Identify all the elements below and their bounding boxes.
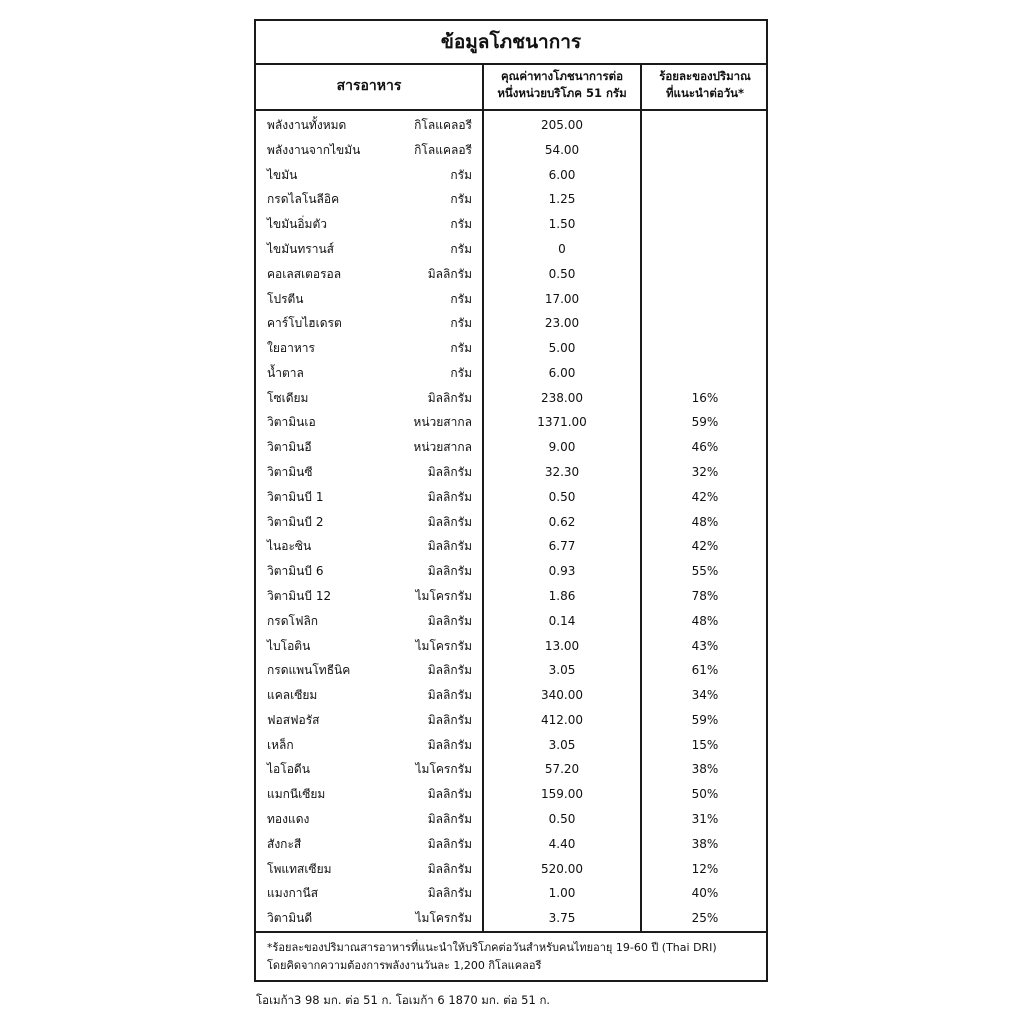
- nutrient-unit: กรัม: [450, 316, 472, 331]
- nutrient-amount: 5.00: [548, 341, 576, 356]
- nutrient-unit: มิลลิกรัม: [427, 737, 472, 752]
- table-row: [256, 113, 766, 137]
- header-amount: [484, 68, 640, 102]
- nutrient-name: แคลเซียม: [267, 688, 318, 703]
- nutrient-unit: ไมโครกรัม: [415, 588, 472, 603]
- table-row: [256, 634, 766, 658]
- nutrient-name: กรดไลโนลีอิค: [267, 192, 340, 207]
- table-row: [256, 410, 766, 434]
- footnote-line2: โดยคิดจากความต้องการพลังงานวันละ 1,200 กิโลแคลอรี: [267, 959, 542, 972]
- table-row: [256, 857, 766, 881]
- nutrient-unit: ไมโครกรัม: [415, 638, 472, 653]
- nutrient-unit: มิลลิกรัม: [427, 688, 472, 703]
- nutrient-amount: 0.50: [548, 812, 576, 827]
- nutrient-percent: 15%: [691, 737, 719, 752]
- nutrient-percent: 59%: [691, 712, 719, 727]
- nutrient-unit: กรัม: [450, 291, 472, 306]
- nutrient-amount: 1.50: [548, 217, 576, 232]
- table-row: [256, 881, 766, 905]
- nutrient-unit: มิลลิกรัม: [427, 514, 472, 529]
- table-row: [256, 361, 766, 385]
- table-row: [256, 386, 766, 410]
- table-row: [256, 510, 766, 534]
- nutrient-name: น้ำตาล: [267, 365, 304, 380]
- nutrient-amount: 205.00: [541, 118, 583, 132]
- nutrient-name: วิตามินบี 1: [267, 489, 324, 504]
- nutrient-unit: กรัม: [450, 241, 472, 256]
- nutrient-percent: 16%: [691, 390, 719, 405]
- table-row: [256, 757, 766, 781]
- table-row: [256, 460, 766, 484]
- table-header: [256, 63, 766, 111]
- nutrient-name: วิตามินอี: [267, 440, 312, 455]
- nutrient-amount: 238.00: [541, 390, 583, 405]
- nutrient-amount: 0.50: [548, 266, 576, 281]
- header-nutrient: สารอาหาร: [336, 78, 402, 94]
- table-row: [256, 534, 766, 558]
- nutrient-amount: 3.05: [548, 663, 576, 678]
- nutrient-amount: 23.00: [544, 316, 580, 331]
- nutrient-rows: [256, 113, 766, 931]
- nutrient-amount: 57.20: [544, 762, 580, 777]
- table-row: [256, 187, 766, 211]
- nutrient-name: ไขมัน: [267, 167, 298, 182]
- table-row: [256, 262, 766, 286]
- header-percent-line2: ที่แนะนำต่อวัน*: [665, 86, 745, 100]
- table-row: [256, 485, 766, 509]
- nutrient-unit: หน่วยสากล: [413, 440, 472, 455]
- nutrient-name: พลังงานทั้งหมด: [267, 118, 347, 132]
- nutrient-percent: 42%: [691, 539, 719, 554]
- table-row: [256, 782, 766, 806]
- nutrient-name: ฟอสฟอรัส: [267, 712, 320, 727]
- nutrient-unit: กรัม: [450, 341, 472, 356]
- nutrient-amount: 1371.00: [537, 415, 587, 430]
- table-row: [256, 311, 766, 335]
- nutrient-unit: ไมโครกรัม: [415, 762, 472, 777]
- header-amount-line1: คุณค่าทางโภชนาการต่อ: [500, 69, 624, 83]
- nutrient-percent: 59%: [691, 415, 719, 430]
- nutrient-name: คอเลสเตอรอล: [267, 266, 342, 281]
- table-row: [256, 287, 766, 311]
- table-row: [256, 336, 766, 360]
- nutrient-amount: 6.00: [548, 365, 576, 380]
- nutrient-name: แมงกานีส: [267, 886, 319, 901]
- nutrient-name: ใยอาหาร: [267, 341, 315, 356]
- nutrient-name: วิตามินบี 12: [267, 588, 332, 603]
- nutrient-percent: 48%: [691, 514, 719, 529]
- table-row: [256, 559, 766, 583]
- nutrient-name: ไขมันทรานส์: [267, 241, 334, 256]
- nutrient-unit: หน่วยสากล: [413, 415, 472, 430]
- nutrient-amount: 0.93: [548, 564, 576, 579]
- nutrient-name: โซเดียม: [267, 390, 309, 405]
- nutrient-percent: 25%: [691, 911, 719, 926]
- nutrient-unit: มิลลิกรัม: [427, 836, 472, 851]
- nutrient-amount: 13.00: [544, 638, 580, 653]
- nutrient-amount: 340.00: [541, 688, 583, 703]
- table-row: [256, 832, 766, 856]
- table-row: [256, 435, 766, 459]
- nutrient-amount: 6.00: [548, 167, 576, 182]
- table-row: [256, 683, 766, 707]
- nutrient-percent: 48%: [691, 613, 719, 628]
- nutrient-name: สังกะสี: [267, 836, 302, 851]
- nutrient-amount: 54.00: [544, 142, 580, 157]
- nutrient-name: โปรตีน: [267, 291, 304, 306]
- table-row: [256, 733, 766, 757]
- table-row: [256, 609, 766, 633]
- nutrient-amount: 1.25: [548, 192, 576, 207]
- table-row: [256, 237, 766, 261]
- nutrient-name: คาร์โบไฮเดรต: [267, 316, 342, 331]
- nutrient-name: ไอโอดีน: [267, 762, 310, 777]
- nutrient-percent: 40%: [691, 886, 719, 901]
- table-row: [256, 584, 766, 608]
- nutrient-amount: 520.00: [541, 861, 583, 876]
- nutrient-amount: 17.00: [544, 291, 580, 306]
- table-row: [256, 163, 766, 187]
- nutrient-unit: กรัม: [450, 167, 472, 182]
- nutrient-percent: 38%: [691, 762, 719, 777]
- header-amount-line2: หนึ่งหน่วยบริโภค 51 กรัม: [497, 86, 627, 100]
- nutrient-unit: มิลลิกรัม: [427, 787, 472, 802]
- nutrient-unit: กรัม: [450, 217, 472, 232]
- nutrient-percent: 61%: [691, 663, 719, 678]
- nutrient-unit: ไมโครกรัม: [415, 911, 472, 926]
- nutrient-name: กรดโฟลิก: [267, 613, 319, 628]
- nutrient-amount: 9.00: [548, 440, 576, 455]
- nutrient-percent: 46%: [691, 440, 719, 455]
- nutrient-amount: 0.50: [548, 489, 576, 504]
- table-row: [256, 708, 766, 732]
- header-percent-line1: ร้อยละของปริมาณ: [659, 69, 751, 83]
- nutrient-unit: มิลลิกรัม: [427, 564, 472, 579]
- nutrient-unit: มิลลิกรัม: [427, 663, 472, 678]
- nutrient-name: ไบโอติน: [267, 638, 311, 653]
- nutrient-percent: 50%: [691, 787, 719, 802]
- nutrient-unit: มิลลิกรัม: [427, 712, 472, 727]
- nutrient-percent: 38%: [691, 836, 719, 851]
- nutrient-percent: 32%: [691, 465, 719, 480]
- nutrient-unit: กรัม: [450, 192, 472, 207]
- nutrient-amount: 32.30: [544, 465, 580, 480]
- nutrient-name: ทองแดง: [267, 812, 310, 827]
- nutrient-name: ไนอะซิน: [267, 539, 312, 554]
- nutrient-unit: มิลลิกรัม: [427, 812, 472, 827]
- nutrient-unit: มิลลิกรัม: [427, 539, 472, 554]
- table-row: [256, 807, 766, 831]
- nutrient-name: วิตามินดี: [267, 911, 313, 926]
- nutrient-amount: 3.05: [548, 737, 576, 752]
- nutrient-amount: 1.86: [548, 588, 576, 603]
- footnote: [267, 939, 758, 975]
- nutrient-name: วิตามินบี 2: [267, 514, 324, 529]
- nutrient-percent: 42%: [691, 489, 719, 504]
- nutrient-percent: 34%: [691, 688, 719, 703]
- nutrient-percent: 78%: [691, 588, 719, 603]
- table-row: [256, 906, 766, 930]
- nutrient-amount: 0: [558, 241, 566, 256]
- nutrient-name: แมกนีเซียม: [267, 787, 326, 802]
- nutrient-name: โพแทสเซียม: [267, 861, 332, 876]
- nutrient-unit: มิลลิกรัม: [427, 489, 472, 504]
- nutrient-amount: 412.00: [541, 712, 583, 727]
- nutrient-name: วิตามินซี: [267, 465, 313, 480]
- nutrient-name: กรดแพนโทธีนิค: [267, 663, 351, 678]
- nutrient-name: ไขมันอิ่มตัว: [267, 217, 327, 232]
- nutrient-unit: มิลลิกรัม: [427, 266, 472, 281]
- footnote-line1: *ร้อยละของปริมาณสารอาหารที่แนะนำให้บริโภคต่อวันสำหรับคนไทยอายุ 19-60 ปี (Thai DRI): [267, 941, 717, 954]
- nutrient-amount: 4.40: [548, 836, 576, 851]
- table-row: [256, 212, 766, 236]
- nutrient-percent: 43%: [691, 638, 719, 653]
- nutrient-name: พลังงานจากไขมัน: [267, 142, 361, 157]
- footnote-divider: [256, 931, 766, 933]
- nutrient-name: วิตามินเอ: [267, 415, 316, 430]
- nutrient-amount: 0.14: [548, 613, 576, 628]
- omega-note: โอเมก้า3 98 มก. ต่อ 51 ก. โอเมก้า 6 1870 มก. ต่อ 51 ก.: [256, 993, 551, 1007]
- nutrient-amount: 3.75: [548, 911, 576, 926]
- nutrient-percent: 31%: [691, 812, 719, 827]
- nutrient-percent: 55%: [691, 564, 719, 579]
- nutrition-facts-panel: [254, 19, 768, 982]
- table-row: [256, 138, 766, 162]
- nutrient-amount: 6.77: [548, 539, 576, 554]
- nutrient-amount: 159.00: [541, 787, 583, 802]
- nutrient-unit: กิโลแคลอรี: [414, 118, 472, 132]
- nutrient-unit: กิโลแคลอรี: [414, 142, 472, 157]
- nutrient-unit: กรัม: [450, 365, 472, 380]
- panel-title: ข้อมูลโภชนาการ: [256, 21, 766, 65]
- nutrient-unit: มิลลิกรัม: [427, 465, 472, 480]
- nutrient-unit: มิลลิกรัม: [427, 613, 472, 628]
- nutrient-amount: 0.62: [548, 514, 576, 529]
- nutrient-name: เหล็ก: [267, 737, 294, 752]
- table-row: [256, 658, 766, 682]
- nutrient-name: วิตามินบี 6: [267, 564, 324, 579]
- nutrient-unit: มิลลิกรัม: [427, 861, 472, 876]
- nutrient-unit: มิลลิกรัม: [427, 886, 472, 901]
- nutrient-amount: 1.00: [548, 886, 576, 901]
- header-percent: [642, 68, 768, 102]
- nutrient-percent: 12%: [691, 861, 719, 876]
- nutrient-unit: มิลลิกรัม: [427, 390, 472, 405]
